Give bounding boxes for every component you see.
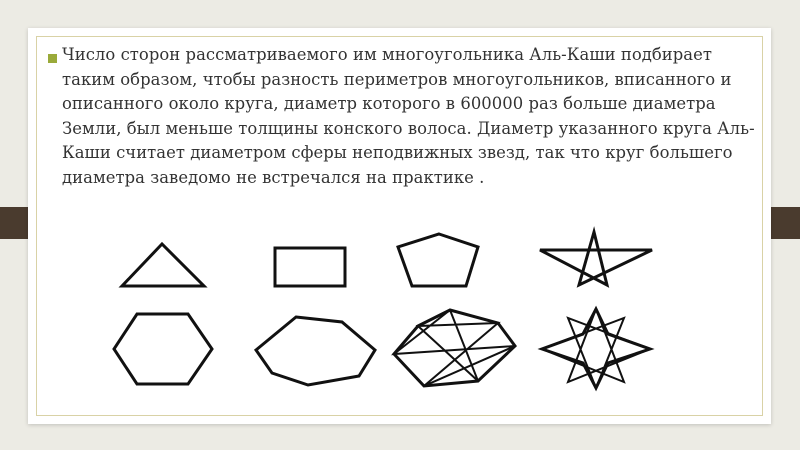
rectangle-icon	[275, 248, 345, 286]
pentagram-icon	[540, 232, 652, 285]
heptagon-icon	[256, 317, 375, 385]
polygons-figure	[112, 222, 692, 392]
triangle-icon	[122, 244, 204, 286]
bullet-marker	[48, 54, 57, 63]
hexagon-icon	[114, 314, 212, 384]
pentagon-icon	[398, 234, 478, 286]
octagram-inner-lines	[542, 309, 650, 388]
octagram-icon	[542, 309, 650, 388]
slide-paragraph: Число сторон рассматриваемого им многоугольника Аль-Каши подбирает таким образом, чтобы разность периметров многоугольников, вписанного и описанного около круга, диаметр которого в 600000 раз больше диаметра Земли, был меньше толщины конского волоса. Диаметр указанного круга Аль-Каши считает диаметром сферы неподвижных звезд, так что круг большего диаметра заведомо не встречался на практике .	[62, 45, 755, 187]
